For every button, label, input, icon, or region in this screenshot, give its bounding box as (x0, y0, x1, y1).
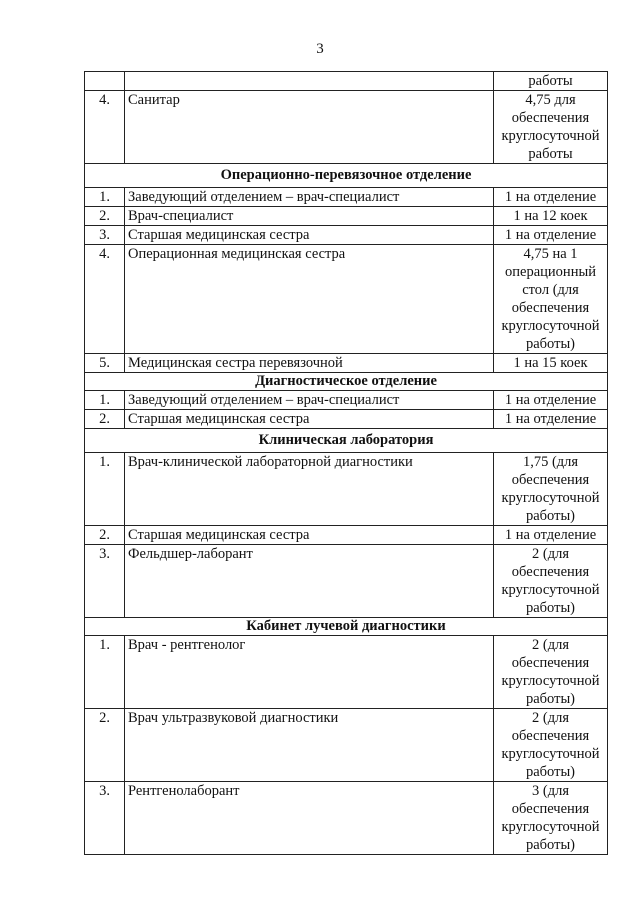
table-row (85, 453, 608, 526)
staffing-norm-line: 1 на отделение (504, 392, 597, 408)
row-number: 1. (85, 636, 125, 709)
staffing-norm-line: обеспечения (511, 300, 590, 316)
staffing-norm-line: работы) (525, 691, 576, 707)
table-row (85, 72, 608, 91)
position-title: Заведующий отделением – врач-специалист (125, 391, 494, 410)
staffing-norm (494, 636, 608, 709)
staffing-norm-line: обеспечения (511, 728, 590, 744)
staffing-norm (494, 782, 608, 855)
staffing-norm (494, 188, 608, 207)
staffing-norm (494, 453, 608, 526)
staffing-norm-line: 1 на 12 коек (513, 208, 588, 224)
row-number: 2. (85, 526, 125, 545)
staffing-norm-line: круглосуточной (501, 673, 600, 689)
staffing-norm-line: 1 на 15 коек (513, 355, 588, 371)
table-row (85, 545, 608, 618)
position-title: Врач - рентгенолог (125, 636, 494, 709)
position-title: Врач ультразвуковой диагностики (125, 709, 494, 782)
position-title: Старшая медицинская сестра (125, 226, 494, 245)
staffing-norm (494, 245, 608, 354)
row-number: 4. (85, 91, 125, 164)
staffing-norm-line: обеспечения (511, 801, 590, 817)
position-title: Заведующий отделением – врач-специалист (125, 188, 494, 207)
staffing-norm (494, 391, 608, 410)
table-row (85, 354, 608, 373)
row-number: 4. (85, 245, 125, 354)
position-title: Медицинская сестра перевязочной (125, 354, 494, 373)
table-row (85, 782, 608, 855)
section-header-row (85, 618, 608, 636)
staffing-table (84, 71, 608, 855)
staffing-norm-line: 1 на отделение (504, 411, 597, 427)
staffing-norm-line: 2 (для (532, 546, 569, 562)
staffing-norm-line: 2 (для (532, 710, 569, 726)
staffing-norm (494, 72, 608, 91)
table-row (85, 226, 608, 245)
staffing-norm-line: операционный (505, 264, 596, 280)
row-number: 1. (85, 188, 125, 207)
row-number: 1. (85, 453, 125, 526)
row-number: 2. (85, 410, 125, 429)
table-row (85, 410, 608, 429)
staffing-norm-line: 3 (для (532, 783, 569, 799)
position-title: Операционная медицинская сестра (125, 245, 494, 354)
staffing-norm-line: 4,75 для (525, 92, 576, 108)
staffing-norm-line: стол (для (522, 282, 579, 298)
position-title: Врач-специалист (125, 207, 494, 226)
staffing-norm-line: круглосуточной (501, 318, 600, 334)
position-title (125, 72, 494, 91)
staffing-norm-line: работы) (525, 600, 576, 616)
staffing-norm-line: 1 на отделение (504, 227, 597, 243)
staffing-norm-line: работы (528, 146, 573, 162)
staffing-norm-line: круглосуточной (501, 746, 600, 762)
table-row (85, 245, 608, 354)
position-title: Фельдшер-лаборант (125, 545, 494, 618)
staffing-norm (494, 709, 608, 782)
section-title: Клиническая лаборатория (85, 429, 608, 453)
row-number: 3. (85, 545, 125, 618)
row-number: 2. (85, 709, 125, 782)
table-row (85, 526, 608, 545)
row-number: 2. (85, 207, 125, 226)
table-row (85, 91, 608, 164)
staffing-norm-line: обеспечения (511, 655, 590, 671)
position-title: Старшая медицинская сестра (125, 526, 494, 545)
staffing-norm-line: круглосуточной (501, 128, 600, 144)
staffing-norm-line: круглосуточной (501, 582, 600, 598)
section-header-row (85, 164, 608, 188)
section-header-row (85, 373, 608, 391)
staffing-norm (494, 207, 608, 226)
staffing-norm (494, 545, 608, 618)
row-number: 5. (85, 354, 125, 373)
staffing-norm-line: работы) (525, 837, 576, 853)
position-title: Санитар (125, 91, 494, 164)
row-number: 3. (85, 782, 125, 855)
staffing-norm-line: обеспечения (511, 472, 590, 488)
section-header-row (85, 429, 608, 453)
row-number: 1. (85, 391, 125, 410)
position-title: Врач-клинической лабораторной диагностики (125, 453, 494, 526)
staffing-norm (494, 226, 608, 245)
position-title: Рентгенолаборант (125, 782, 494, 855)
row-number: 3. (85, 226, 125, 245)
staffing-norm-line: 1 на отделение (504, 189, 597, 205)
table-row (85, 207, 608, 226)
staffing-norm-line: круглосуточной (501, 819, 600, 835)
table-row (85, 391, 608, 410)
staffing-norm-line: 4,75 на 1 (523, 246, 578, 262)
table-row (85, 636, 608, 709)
staffing-norm-line: обеспечения (511, 110, 590, 126)
staffing-norm-line: работы (528, 73, 573, 89)
staffing-norm-line: 1,75 (для (522, 454, 579, 470)
staffing-norm-line: работы) (525, 764, 576, 780)
staffing-norm-line: работы) (525, 336, 576, 352)
staffing-norm-line: 2 (для (532, 637, 569, 653)
section-title: Кабинет лучевой диагностики (85, 618, 608, 636)
staffing-norm-line: обеспечения (511, 564, 590, 580)
row-number (85, 72, 125, 91)
table-row (85, 709, 608, 782)
staffing-norm (494, 354, 608, 373)
staffing-norm (494, 91, 608, 164)
section-title: Операционно-перевязочное отделение (85, 164, 608, 188)
page-number: 3 (316, 41, 324, 57)
position-title: Старшая медицинская сестра (125, 410, 494, 429)
staffing-norm (494, 410, 608, 429)
staffing-norm-line: работы) (525, 508, 576, 524)
staffing-table-body (85, 72, 608, 855)
staffing-norm-line: круглосуточной (501, 490, 600, 506)
section-title: Диагностическое отделение (85, 373, 608, 391)
staffing-norm (494, 526, 608, 545)
table-row (85, 188, 608, 207)
staffing-norm-line: 1 на отделение (504, 527, 597, 543)
